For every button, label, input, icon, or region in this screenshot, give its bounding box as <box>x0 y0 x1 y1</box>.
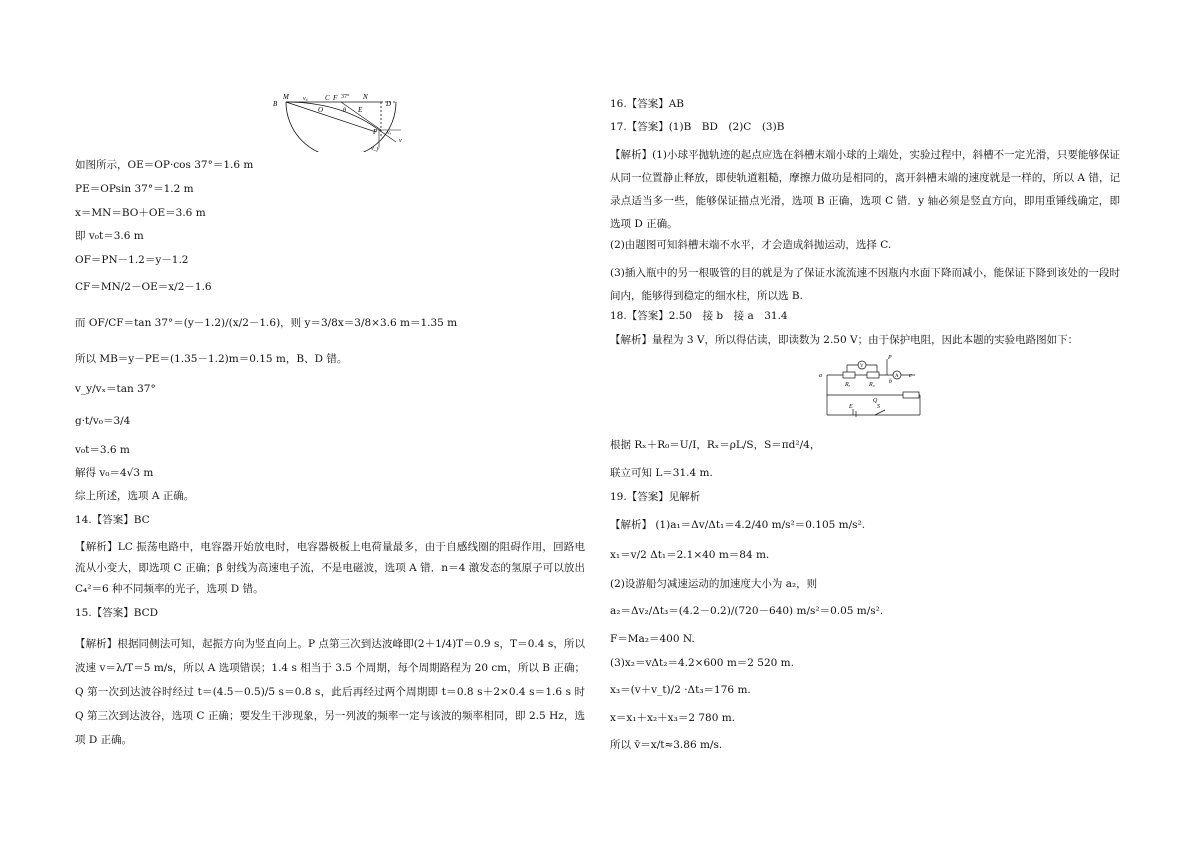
q17-analysis-3: (3)插入瓶中的另一根吸管的目的就是为了保证水流流速不因瓶内水面下降而减小，能保证下降到该处的一段时间内，能够得到稳定的细水柱，所以选 B. <box>610 267 1120 302</box>
q19-line-5: F＝Ma₂＝400 N. <box>610 633 695 645</box>
q19-line-7: x₃＝(v＋v_t)/2 ·Δt₃＝176 m. <box>610 684 751 696</box>
q17-answer: 17.【答案】(1)B BD (2)C (3)B <box>610 121 785 133</box>
fig-label-N: N <box>363 93 368 101</box>
derivation-line-8: 所以 MB＝y－PE＝(1.35－1.2)m＝0.15 m，B、D 错。 <box>75 353 348 365</box>
circuit-label-R0: R₀ <box>869 382 875 388</box>
circuit-label-Rx: Rₓ <box>845 382 851 388</box>
fig-label-vy: v_y <box>371 146 380 152</box>
circuit-label-A: A <box>895 374 899 379</box>
fig-label-C: C <box>325 94 330 102</box>
fig-label-F: F <box>333 94 338 102</box>
fig-label-vx: vₓ <box>387 130 392 136</box>
q14-answer: 14.【答案】BC <box>75 514 150 526</box>
q19-line-1: 【解析】 (1)a₁＝Δv/Δt₁＝4.2/40 m/s²＝0.105 m/s². <box>610 519 866 531</box>
derivation-line-2: PE＝OPsin 37°＝1.2 m <box>75 183 194 195</box>
derivation-line-3: x＝MN＝BO＋OE＝3.6 m <box>75 207 206 219</box>
fig-label-B: B <box>273 100 278 108</box>
q18-answer: 18.【答案】2.50 接 b 接 a 31.4 <box>610 310 788 322</box>
q19-line-2: x₁＝v/2 Δt₁＝2.1×40 m＝84 m. <box>610 549 770 561</box>
q18-equation: 根据 Rₓ＋R₀＝U/I，Rₓ＝ρL/S，S＝πd²/4， <box>610 439 821 451</box>
derivation-line-10: g·t/v₀＝3/4 <box>75 415 131 427</box>
q15-analysis: 【解析】根据同侧法可知，起振方向为竖直向上。P 点第三次到达波峰即(2＋1/4)T＝0.9 s，T＝0.4 s，所以波速 v＝λ/T＝5 m/s，所以 A 选项错误；1.4 s 相当于 3.5 个周期，每个周期路程为 20 cm，所以 B 正确；Q 第一次到达波谷时经过 t＝(4.5－0.5)/5 s＝0.8 s，此后再经过两个周期即 t＝0.8 s＋2×0.4 s＝1.6 s 时 Q 第三次到达波谷，选项 C 正确；要发生干涉现象，另一列波的频率一定与该波的频率相同，即 2.5 Hz，选项 D 正确。 <box>75 638 585 746</box>
circuit-label-a: a <box>819 373 822 379</box>
circuit-label-V: V <box>860 364 864 369</box>
derivation-line-6: CF＝MN/2－OE＝x/2－1.6 <box>75 281 212 293</box>
q19-line-6: (3)x₂＝vΔt₂＝4.2×600 m＝2 520 m. <box>610 657 794 669</box>
circuit-label-c: c <box>909 373 912 379</box>
q14-analysis: 【解析】LC 振荡电路中，电容器开始放电时，电容器极板上电荷量最多，由于自感线圈的阻碍作用，回路电流从小变大，即选项 C 正确；β 射线为高速电子流，不是电磁波，选项 A 错．n＝4 激发态的氢原子可以放出 C₄²＝6 种不同频率的光子，选项 D 错。 <box>75 541 585 595</box>
projectile-figure <box>271 92 471 152</box>
derivation-line-12: 解得 v₀＝4√3 m <box>75 467 154 479</box>
q18-result: 联立可知 L＝31.4 m. <box>610 467 713 479</box>
circuit-label-S: S <box>877 404 880 410</box>
fig-label-O: O <box>318 106 324 114</box>
q18-analysis: 【解析】量程为 3 V，所以得估读，即读数为 2.50 V；由于保护电阻，因此本题的实验电路图如下： <box>610 334 1079 346</box>
circuit-label-P: P <box>888 355 892 361</box>
derivation-line-4: 即 v₀t＝3.6 m <box>75 230 144 242</box>
q15-answer: 15.【答案】BCD <box>75 607 159 619</box>
circuit-label-Q: Q <box>873 398 878 404</box>
derivation-line-7: 而 OF/CF＝tan 37°＝(y－1.2)/(x/2－1.6)，则 y＝3/8x＝3/8×3.6 m＝1.35 m <box>75 317 458 329</box>
q17-analysis-1: 【解析】(1)小球平抛轨迹的起点应选在斜槽末端小球的上端处，实验过程中，斜槽不一定光滑，只要能够保证从同一位置静止释放，即使轨道粗糙，摩擦力做功是相同的，离开斜槽末端的速度就是一样的，所以 A 错，记录点适当多一些，能够保证描点光滑，选项 B 正确，选项 C 错．y 轴必须是竖直方向，即用重锤线确定，即选项 D 正确。 <box>610 149 1120 230</box>
q17-analysis-2: (2)由题图可知斜槽末端不水平，才会造成斜抛运动，选择 C. <box>610 239 892 251</box>
circuit-label-E: E <box>849 404 853 410</box>
fig-label-v0: v₀ <box>303 96 308 102</box>
fig-label-v: v <box>399 138 402 144</box>
q19-answer: 19.【答案】见解析 <box>610 491 701 503</box>
circuit-diagram <box>815 353 935 425</box>
circuit-label-b: b <box>889 379 892 385</box>
fig-label-D: D <box>386 100 392 108</box>
derivation-line-13: 综上所述，选项 A 正确。 <box>75 490 195 502</box>
fig-label-theta: θ <box>343 108 346 114</box>
derivation-line-5: OF＝PN－1.2＝y－1.2 <box>75 254 189 266</box>
fig-label-E: E <box>358 106 363 114</box>
q19-line-8: x＝x₁＋x₂＋x₃＝2 780 m. <box>610 712 736 724</box>
fig-label-P: P <box>373 128 378 136</box>
q16-answer: 16.【答案】AB <box>610 98 684 110</box>
derivation-line-1: 如图所示，OE＝OP·cos 37°＝1.6 m <box>75 159 254 171</box>
derivation-line-11: v₀t＝3.6 m <box>75 444 130 456</box>
fig-label-M: M <box>283 93 289 101</box>
fig-label-angle: 37° <box>341 94 350 100</box>
q19-line-9: 所以 v̄＝x/t≈3.86 m/s. <box>610 739 723 751</box>
q19-line-3: (2)设游船匀减速运动的加速度大小为 a₂，则 <box>610 578 818 590</box>
q19-line-4: a₂＝Δv₂/Δt₃＝(4.2－0.2)/(720－640) m/s²＝0.05 m/s². <box>610 605 884 617</box>
derivation-line-9: v_y/vₓ＝tan 37° <box>75 383 156 395</box>
